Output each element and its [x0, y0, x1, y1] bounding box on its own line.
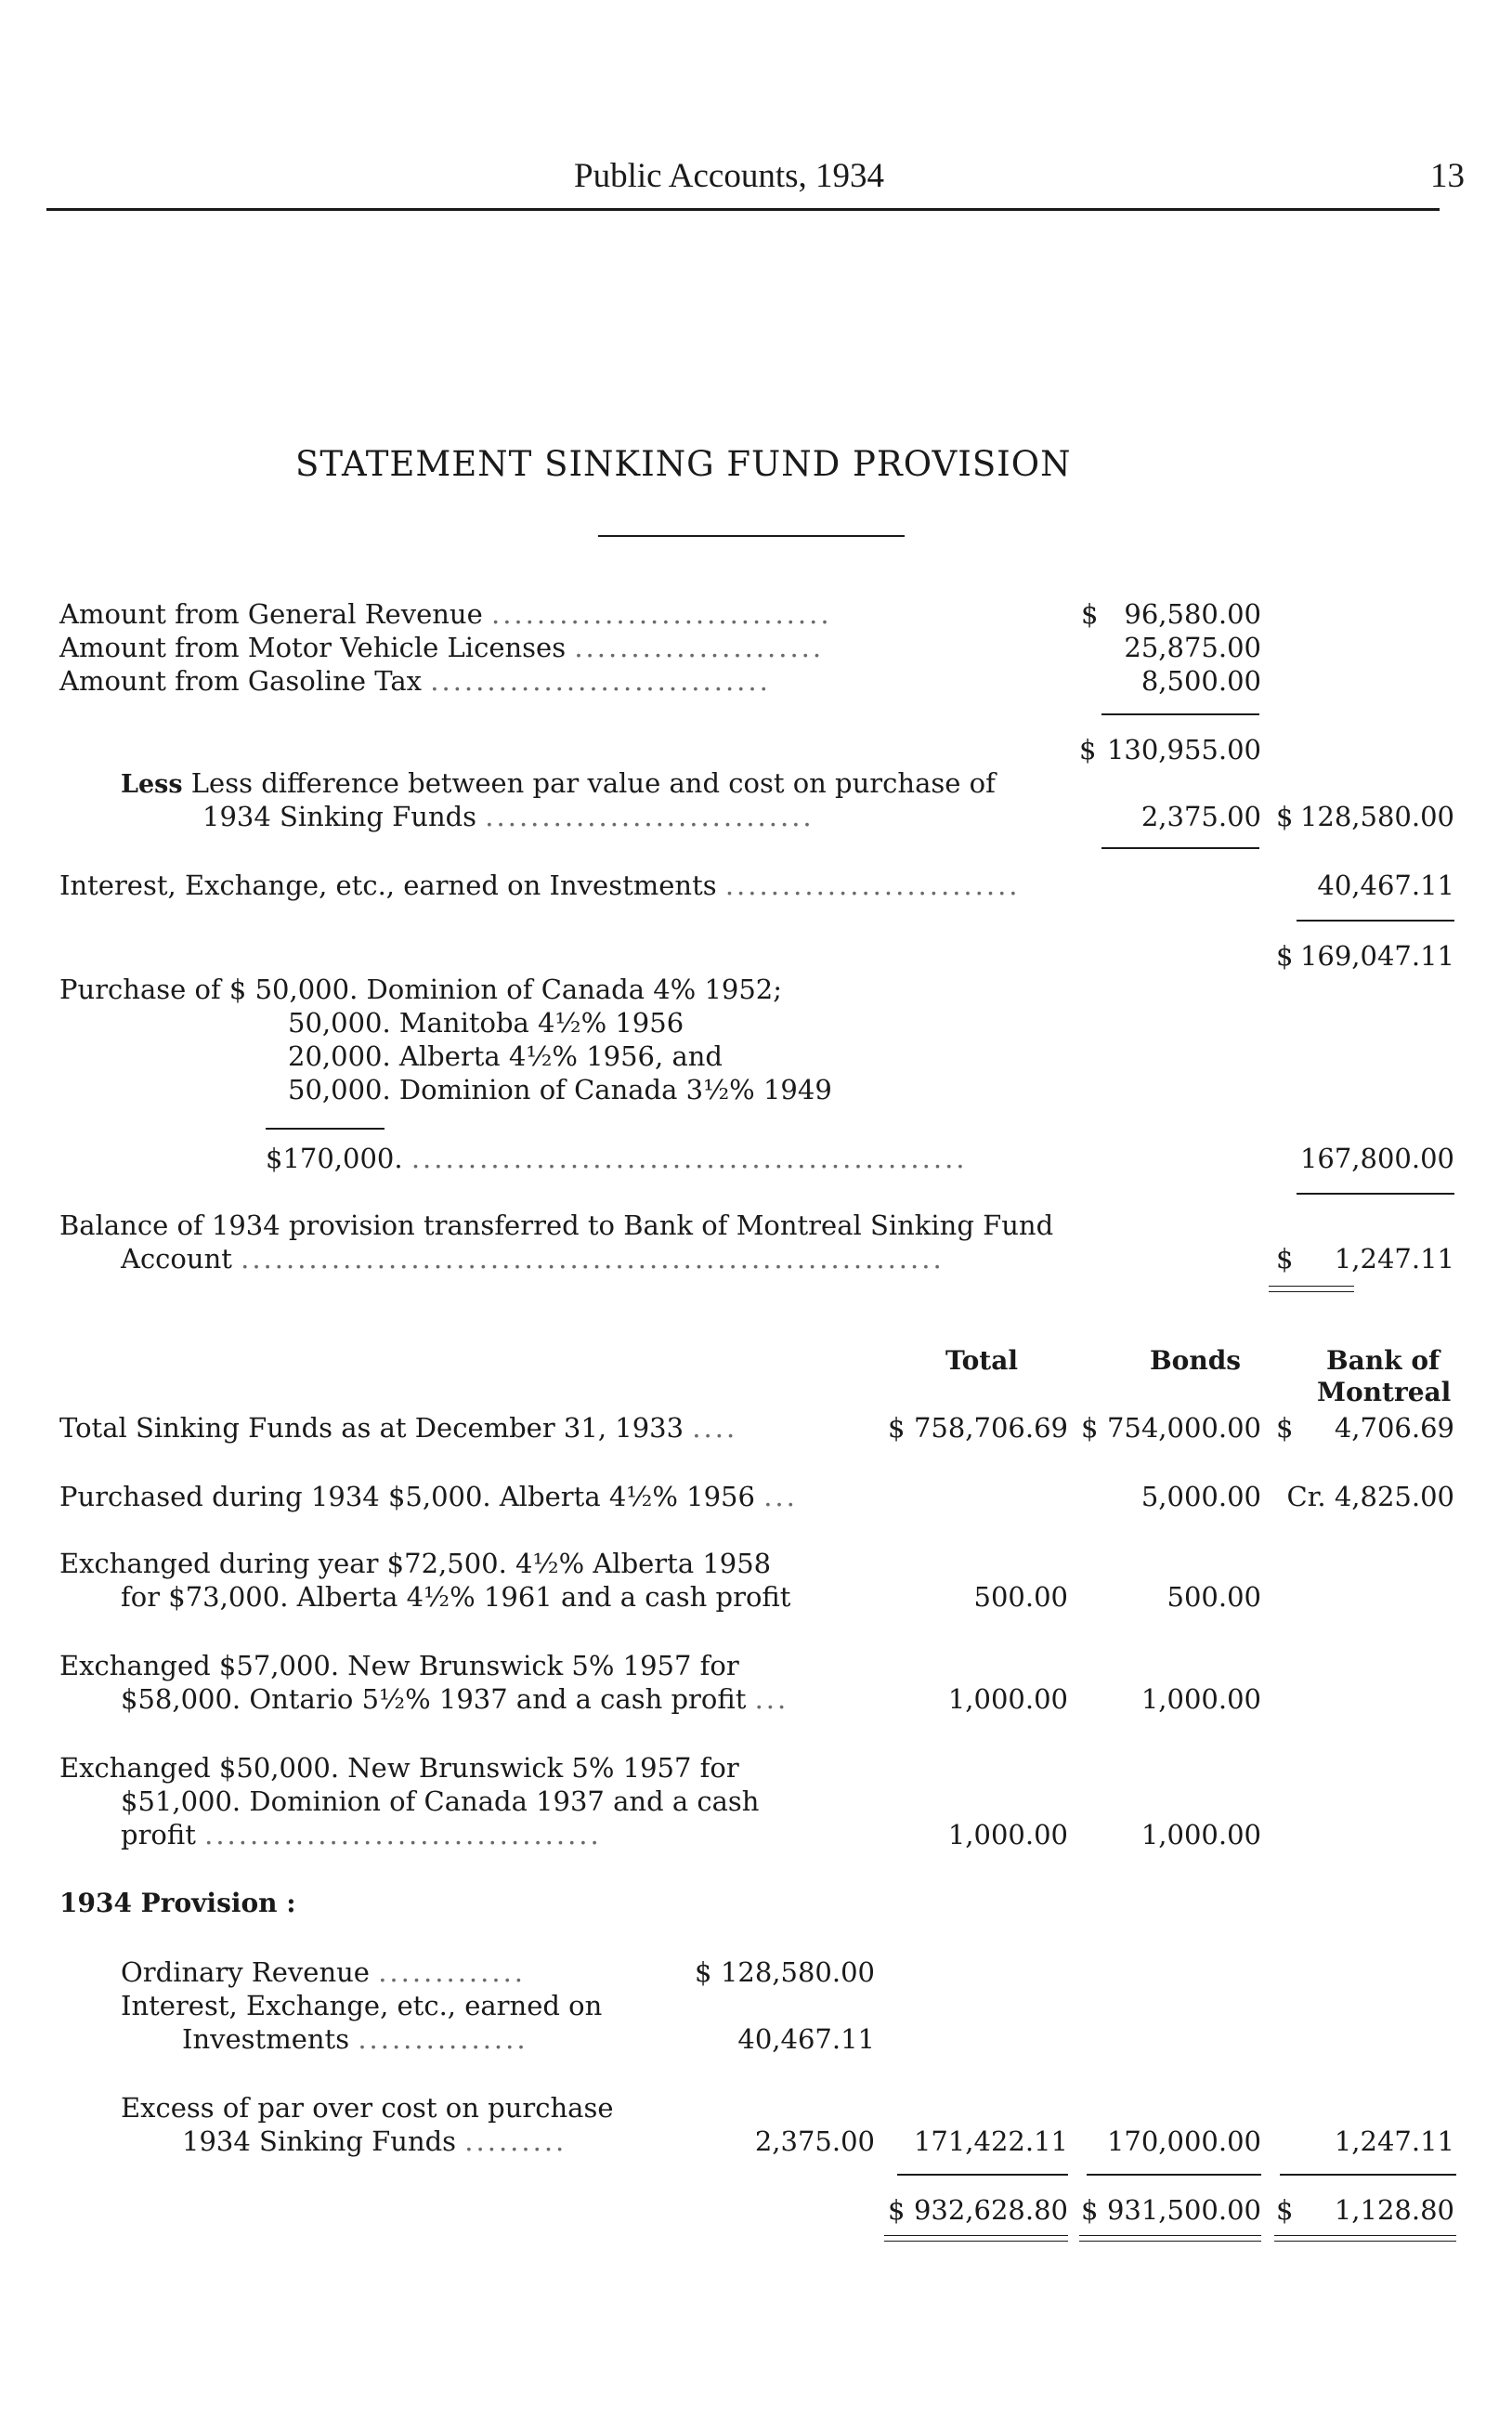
grand-total-double-rule — [884, 2235, 1068, 2236]
table-row-label: Exchanged during year $72,500. 4½% Alberta 1958 — [59, 1548, 772, 1579]
currency-sign: $ — [1276, 2194, 1294, 2226]
purchase-rule — [266, 1128, 385, 1130]
currency-sign: $ — [888, 1412, 906, 1444]
balance-line-2: Account .............................................................. — [121, 1243, 945, 1275]
total-rule-bank — [1280, 2174, 1456, 2176]
gasoline-amount: 8,500.00 — [1141, 665, 1261, 697]
table-cell-bonds: 500.00 — [1167, 1581, 1261, 1613]
currency-sign: $ — [695, 1956, 712, 1988]
running-title: Public Accounts, 1934 — [574, 157, 885, 195]
interest-rule — [1297, 920, 1454, 922]
table-cell-bonds: 754,000.00 — [1106, 1412, 1261, 1444]
purchase-line-2: 50,000. Manitoba 4½% 1956 — [288, 1007, 684, 1039]
general-revenue-amount: 96,580.00 — [1124, 598, 1261, 630]
table-cell-total: 1,000.00 — [947, 1819, 1068, 1850]
less-difference-amount: 2,375.00 — [1141, 801, 1261, 832]
table-cell-bonds: 5,000.00 — [1141, 1481, 1261, 1512]
grand-total-bank: 1,128.80 — [1334, 2194, 1454, 2226]
currency-sign: $ — [1081, 1412, 1099, 1444]
purchase-line-3: 20,000. Alberta 4½% 1956, and — [288, 1040, 723, 1072]
provision-heading: 1934 Provision : — [59, 1888, 296, 1918]
balance-amount: 1,247.11 — [1334, 1243, 1454, 1275]
general-revenue-label: Amount from General Revenue .............................. — [59, 598, 832, 630]
net-amount: 128,580.00 — [1299, 801, 1454, 832]
provision-excess-label: Excess of par over cost on purchase — [121, 2092, 614, 2124]
gasoline-label: Amount from Gasoline Tax .............................. — [59, 665, 771, 697]
grand-total-double-rule — [1079, 2241, 1261, 2242]
provision-ordinary-amount: 128,580.00 — [720, 1956, 875, 1988]
table-row-label-line3: profit ................................... — [121, 1819, 602, 1850]
purchase-amount: 167,800.00 — [1299, 1143, 1454, 1174]
title-rule — [598, 535, 905, 537]
grand-total-double-rule — [1274, 2241, 1456, 2242]
table-cell-total: 500.00 — [973, 1581, 1068, 1613]
grand-total-bonds: 931,500.00 — [1106, 2194, 1261, 2226]
interest-label: Interest, Exchange, etc., earned on Investments .......................... — [59, 870, 1021, 901]
col-header-total: Total — [945, 1345, 1019, 1376]
table-cell-bonds: 170,000.00 — [1106, 2125, 1261, 2157]
total-after-interest: 169,047.11 — [1299, 940, 1454, 972]
balance-double-rule-1 — [1269, 1286, 1354, 1287]
table-cell-total: 1,000.00 — [947, 1683, 1068, 1715]
header-rule — [46, 208, 1440, 211]
page-number: 13 — [1430, 157, 1465, 195]
currency-sign: $ — [1081, 2194, 1099, 2226]
purchase-par-total: $170,000. ................................................. — [266, 1143, 968, 1174]
subtotal-rule — [1101, 713, 1259, 715]
provision-excess-amount: 2,375.00 — [754, 2125, 875, 2157]
table-cell-bank: Cr. 4,825.00 — [1286, 1481, 1454, 1512]
currency-sign: $ — [1079, 734, 1097, 765]
grand-total-total: 932,628.80 — [913, 2194, 1068, 2226]
table-cell-total: 171,422.11 — [913, 2125, 1068, 2157]
col-header-bank: Bank of — [1326, 1345, 1440, 1376]
col-header-bank-line2: Montreal — [1317, 1377, 1452, 1407]
purchase-line-4: 50,000. Dominion of Canada 3½% 1949 — [288, 1074, 832, 1105]
less-difference-label: Less Less difference between par value and cost on purchase of — [121, 767, 996, 799]
table-cell-total: 758,706.69 — [913, 1412, 1068, 1444]
currency-sign: $ — [1276, 1412, 1294, 1444]
motor-vehicle-amount: 25,875.00 — [1124, 632, 1261, 663]
table-row-label: Exchanged $50,000. New Brunswick 5% 1957 for — [59, 1752, 739, 1784]
provision-ordinary-label: Ordinary Revenue ............. — [121, 1956, 527, 1988]
currency-sign: $ — [1276, 940, 1294, 972]
table-cell-bank: 4,706.69 — [1334, 1412, 1454, 1444]
table-row-label: Exchanged $57,000. New Brunswick 5% 1957 for — [59, 1650, 739, 1681]
grand-total-double-rule — [1079, 2235, 1261, 2236]
grand-total-double-rule — [1274, 2235, 1456, 2236]
currency-sign: $ — [1276, 1243, 1294, 1275]
table-row-label-line2: $51,000. Dominion of Canada 1937 and a cash — [121, 1785, 760, 1817]
balance-line-1: Balance of 1934 provision transferred to Bank of Montreal Sinking Fund — [59, 1210, 1054, 1241]
provision-interest-label: Interest, Exchange, etc., earned on — [121, 1990, 603, 2021]
less-rule — [1101, 847, 1259, 849]
table-row-label-line2: $58,000. Ontario 5½% 1937 and a cash profit ... — [121, 1683, 789, 1715]
interest-amount: 40,467.11 — [1317, 870, 1454, 901]
provision-interest-amount: 40,467.11 — [737, 2023, 875, 2055]
less-difference-label-line2: 1934 Sinking Funds ............................. — [202, 801, 815, 832]
provision-interest-label-line2: Investments ............... — [182, 2023, 528, 2055]
col-header-bonds: Bonds — [1150, 1345, 1242, 1376]
currency-sign: $ — [1081, 598, 1099, 630]
provision-excess-label-line2: 1934 Sinking Funds ......... — [182, 2125, 567, 2157]
balance-double-rule-2 — [1269, 1291, 1354, 1292]
purchase-line-1: Purchase of $ 50,000. Dominion of Canada 4% 1952; — [59, 974, 783, 1005]
motor-vehicle-label: Amount from Motor Vehicle Licenses ...................... — [59, 632, 825, 663]
table-cell-bonds: 1,000.00 — [1141, 1683, 1261, 1715]
currency-sign: $ — [1276, 801, 1294, 832]
purchase-amount-rule — [1297, 1193, 1454, 1195]
table-row-label: Purchased during 1934 $5,000. Alberta 4½% 1956 ... — [59, 1481, 798, 1512]
table-cell-bank: 1,247.11 — [1334, 2125, 1454, 2157]
grand-total-double-rule — [884, 2241, 1068, 2242]
total-rule-bonds — [1087, 2174, 1261, 2176]
currency-sign: $ — [888, 2194, 906, 2226]
table-row-label-line2: for $73,000. Alberta 4½% 1961 and a cash profit — [121, 1581, 791, 1613]
revenue-subtotal: 130,955.00 — [1106, 734, 1261, 765]
page-title: STATEMENT SINKING FUND PROVISION — [295, 444, 1072, 484]
table-row-label: Total Sinking Funds as at December 31, 1933 .... — [59, 1412, 738, 1444]
total-rule-total — [897, 2174, 1068, 2176]
table-cell-bonds: 1,000.00 — [1141, 1819, 1261, 1850]
